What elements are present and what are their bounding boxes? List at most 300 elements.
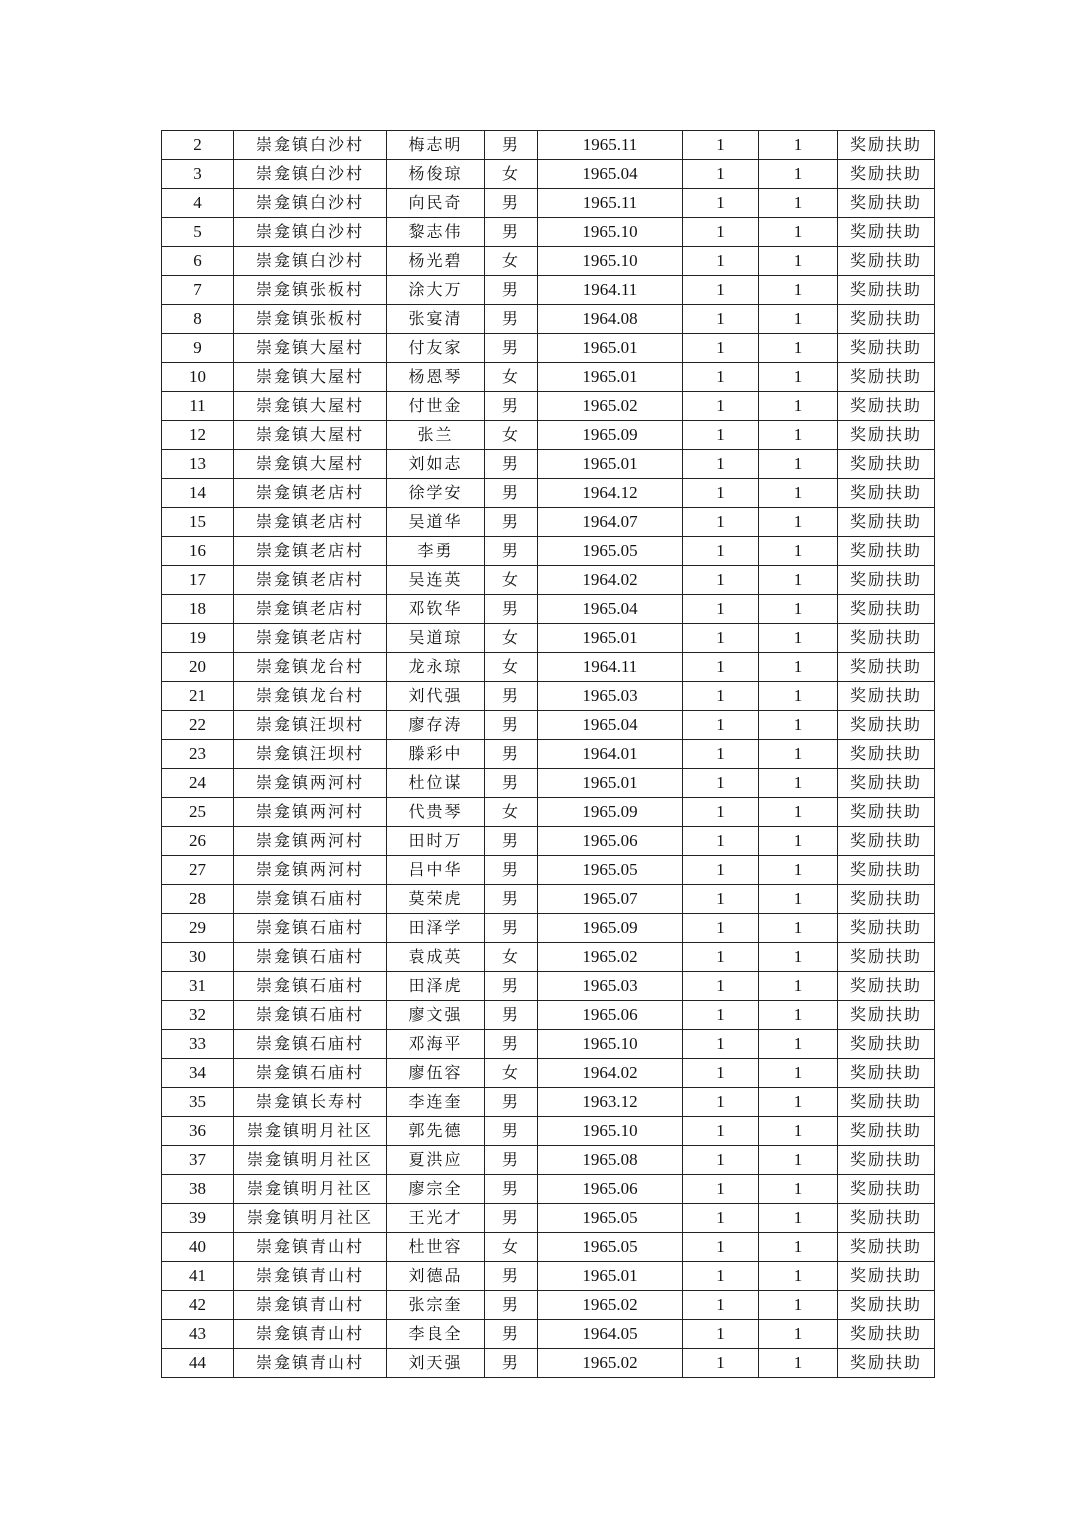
gender-cell: 女 bbox=[485, 160, 538, 189]
count-cell-a: 1 bbox=[683, 798, 759, 827]
support-type-cell: 奖励扶助 bbox=[838, 769, 935, 798]
row-number: 13 bbox=[162, 450, 234, 479]
name-cell: 付世金 bbox=[387, 392, 485, 421]
name-cell: 杜位谋 bbox=[387, 769, 485, 798]
table-row bbox=[162, 1059, 935, 1088]
count-cell-a: 1 bbox=[683, 363, 759, 392]
name-cell: 袁成英 bbox=[387, 943, 485, 972]
name-cell: 邓钦华 bbox=[387, 595, 485, 624]
village-cell: 崇龛镇汪坝村 bbox=[234, 740, 387, 769]
birth-date-cell: 1965.10 bbox=[538, 247, 683, 276]
table-row bbox=[162, 160, 935, 189]
village-cell: 崇龛镇两河村 bbox=[234, 856, 387, 885]
count-cell-a: 1 bbox=[683, 1349, 759, 1378]
count-cell-b: 1 bbox=[759, 1262, 838, 1291]
village-cell: 崇龛镇龙台村 bbox=[234, 653, 387, 682]
village-cell: 崇龛镇两河村 bbox=[234, 798, 387, 827]
name-cell: 刘天强 bbox=[387, 1349, 485, 1378]
gender-cell: 男 bbox=[485, 479, 538, 508]
birth-date-cell: 1965.01 bbox=[538, 769, 683, 798]
birth-date-cell: 1965.01 bbox=[538, 450, 683, 479]
village-cell: 崇龛镇白沙村 bbox=[234, 160, 387, 189]
gender-cell: 男 bbox=[485, 827, 538, 856]
support-type-cell: 奖励扶助 bbox=[838, 1001, 935, 1030]
row-number: 29 bbox=[162, 914, 234, 943]
table-row bbox=[162, 914, 935, 943]
table-row bbox=[162, 1320, 935, 1349]
table-row bbox=[162, 479, 935, 508]
birth-date-cell: 1965.08 bbox=[538, 1146, 683, 1175]
gender-cell: 男 bbox=[485, 334, 538, 363]
count-cell-b: 1 bbox=[759, 856, 838, 885]
count-cell-b: 1 bbox=[759, 189, 838, 218]
village-cell: 崇龛镇青山村 bbox=[234, 1291, 387, 1320]
table-row bbox=[162, 334, 935, 363]
count-cell-a: 1 bbox=[683, 1001, 759, 1030]
count-cell-a: 1 bbox=[683, 1146, 759, 1175]
gender-cell: 女 bbox=[485, 363, 538, 392]
birth-date-cell: 1965.06 bbox=[538, 1175, 683, 1204]
village-cell: 崇龛镇青山村 bbox=[234, 1233, 387, 1262]
count-cell-b: 1 bbox=[759, 740, 838, 769]
village-cell: 崇龛镇龙台村 bbox=[234, 682, 387, 711]
count-cell-b: 1 bbox=[759, 392, 838, 421]
row-number: 14 bbox=[162, 479, 234, 508]
row-number: 2 bbox=[162, 131, 234, 160]
village-cell: 崇龛镇明月社区 bbox=[234, 1146, 387, 1175]
support-type-cell: 奖励扶助 bbox=[838, 218, 935, 247]
table-row bbox=[162, 769, 935, 798]
count-cell-b: 1 bbox=[759, 537, 838, 566]
support-type-cell: 奖励扶助 bbox=[838, 624, 935, 653]
count-cell-a: 1 bbox=[683, 479, 759, 508]
birth-date-cell: 1965.11 bbox=[538, 189, 683, 218]
row-number: 41 bbox=[162, 1262, 234, 1291]
support-type-cell: 奖励扶助 bbox=[838, 827, 935, 856]
birth-date-cell: 1965.06 bbox=[538, 1001, 683, 1030]
table-row bbox=[162, 1349, 935, 1378]
table-row bbox=[162, 276, 935, 305]
support-type-cell: 奖励扶助 bbox=[838, 1233, 935, 1262]
row-number: 22 bbox=[162, 711, 234, 740]
support-type-cell: 奖励扶助 bbox=[838, 1117, 935, 1146]
row-number: 44 bbox=[162, 1349, 234, 1378]
name-cell: 吴连英 bbox=[387, 566, 485, 595]
row-number: 20 bbox=[162, 653, 234, 682]
gender-cell: 男 bbox=[485, 885, 538, 914]
support-type-cell: 奖励扶助 bbox=[838, 1175, 935, 1204]
birth-date-cell: 1965.09 bbox=[538, 798, 683, 827]
gender-cell: 男 bbox=[485, 1117, 538, 1146]
village-cell: 崇龛镇两河村 bbox=[234, 769, 387, 798]
count-cell-a: 1 bbox=[683, 218, 759, 247]
count-cell-b: 1 bbox=[759, 1117, 838, 1146]
count-cell-b: 1 bbox=[759, 479, 838, 508]
birth-date-cell: 1965.05 bbox=[538, 537, 683, 566]
count-cell-a: 1 bbox=[683, 1291, 759, 1320]
table-row bbox=[162, 1262, 935, 1291]
village-cell: 崇龛镇石庙村 bbox=[234, 972, 387, 1001]
name-cell: 吴道华 bbox=[387, 508, 485, 537]
count-cell-a: 1 bbox=[683, 885, 759, 914]
support-type-cell: 奖励扶助 bbox=[838, 421, 935, 450]
count-cell-a: 1 bbox=[683, 421, 759, 450]
table-body bbox=[162, 131, 935, 1378]
count-cell-a: 1 bbox=[683, 160, 759, 189]
table-row bbox=[162, 1088, 935, 1117]
birth-date-cell: 1965.02 bbox=[538, 943, 683, 972]
village-cell: 崇龛镇石庙村 bbox=[234, 914, 387, 943]
count-cell-a: 1 bbox=[683, 566, 759, 595]
gender-cell: 男 bbox=[485, 856, 538, 885]
count-cell-a: 1 bbox=[683, 1088, 759, 1117]
name-cell: 郭先德 bbox=[387, 1117, 485, 1146]
row-number: 27 bbox=[162, 856, 234, 885]
row-number: 24 bbox=[162, 769, 234, 798]
count-cell-a: 1 bbox=[683, 1059, 759, 1088]
name-cell: 邓海平 bbox=[387, 1030, 485, 1059]
name-cell: 张兰 bbox=[387, 421, 485, 450]
gender-cell: 女 bbox=[485, 247, 538, 276]
name-cell: 涂大万 bbox=[387, 276, 485, 305]
count-cell-a: 1 bbox=[683, 827, 759, 856]
count-cell-b: 1 bbox=[759, 160, 838, 189]
count-cell-a: 1 bbox=[683, 1262, 759, 1291]
birth-date-cell: 1965.01 bbox=[538, 334, 683, 363]
table-row bbox=[162, 624, 935, 653]
count-cell-b: 1 bbox=[759, 798, 838, 827]
support-type-cell: 奖励扶助 bbox=[838, 885, 935, 914]
count-cell-a: 1 bbox=[683, 856, 759, 885]
village-cell: 崇龛镇石庙村 bbox=[234, 1030, 387, 1059]
name-cell: 刘如志 bbox=[387, 450, 485, 479]
village-cell: 崇龛镇大屋村 bbox=[234, 392, 387, 421]
support-type-cell: 奖励扶助 bbox=[838, 1262, 935, 1291]
birth-date-cell: 1965.02 bbox=[538, 392, 683, 421]
name-cell: 夏洪应 bbox=[387, 1146, 485, 1175]
count-cell-a: 1 bbox=[683, 450, 759, 479]
row-number: 33 bbox=[162, 1030, 234, 1059]
gender-cell: 男 bbox=[485, 1001, 538, 1030]
count-cell-b: 1 bbox=[759, 1175, 838, 1204]
row-number: 34 bbox=[162, 1059, 234, 1088]
count-cell-a: 1 bbox=[683, 1320, 759, 1349]
row-number: 5 bbox=[162, 218, 234, 247]
count-cell-b: 1 bbox=[759, 1320, 838, 1349]
village-cell: 崇龛镇老店村 bbox=[234, 479, 387, 508]
name-cell: 吕中华 bbox=[387, 856, 485, 885]
village-cell: 崇龛镇老店村 bbox=[234, 566, 387, 595]
table-row bbox=[162, 1146, 935, 1175]
count-cell-b: 1 bbox=[759, 769, 838, 798]
table-row bbox=[162, 595, 935, 624]
birth-date-cell: 1965.11 bbox=[538, 131, 683, 160]
count-cell-a: 1 bbox=[683, 1233, 759, 1262]
support-type-cell: 奖励扶助 bbox=[838, 276, 935, 305]
name-cell: 张宴清 bbox=[387, 305, 485, 334]
gender-cell: 男 bbox=[485, 392, 538, 421]
gender-cell: 女 bbox=[485, 421, 538, 450]
count-cell-b: 1 bbox=[759, 1349, 838, 1378]
gender-cell: 男 bbox=[485, 218, 538, 247]
gender-cell: 男 bbox=[485, 276, 538, 305]
birth-date-cell: 1965.04 bbox=[538, 711, 683, 740]
birth-date-cell: 1964.07 bbox=[538, 508, 683, 537]
count-cell-b: 1 bbox=[759, 421, 838, 450]
count-cell-a: 1 bbox=[683, 914, 759, 943]
support-type-cell: 奖励扶助 bbox=[838, 798, 935, 827]
table-row bbox=[162, 537, 935, 566]
table-row bbox=[162, 682, 935, 711]
row-number: 37 bbox=[162, 1146, 234, 1175]
gender-cell: 男 bbox=[485, 537, 538, 566]
support-type-cell: 奖励扶助 bbox=[838, 189, 935, 218]
row-number: 32 bbox=[162, 1001, 234, 1030]
table-row bbox=[162, 798, 935, 827]
support-type-cell: 奖励扶助 bbox=[838, 1320, 935, 1349]
name-cell: 廖伍容 bbox=[387, 1059, 485, 1088]
birth-date-cell: 1965.01 bbox=[538, 624, 683, 653]
gender-cell: 男 bbox=[485, 769, 538, 798]
village-cell: 崇龛镇青山村 bbox=[234, 1320, 387, 1349]
table-row bbox=[162, 363, 935, 392]
support-type-cell: 奖励扶助 bbox=[838, 856, 935, 885]
name-cell: 田泽虎 bbox=[387, 972, 485, 1001]
count-cell-b: 1 bbox=[759, 1204, 838, 1233]
support-type-cell: 奖励扶助 bbox=[838, 740, 935, 769]
gender-cell: 男 bbox=[485, 914, 538, 943]
table-row bbox=[162, 943, 935, 972]
row-number: 16 bbox=[162, 537, 234, 566]
count-cell-b: 1 bbox=[759, 566, 838, 595]
gender-cell: 男 bbox=[485, 305, 538, 334]
support-type-cell: 奖励扶助 bbox=[838, 1204, 935, 1233]
gender-cell: 男 bbox=[485, 508, 538, 537]
birth-date-cell: 1965.10 bbox=[538, 1117, 683, 1146]
count-cell-a: 1 bbox=[683, 247, 759, 276]
count-cell-a: 1 bbox=[683, 972, 759, 1001]
birth-date-cell: 1965.05 bbox=[538, 1204, 683, 1233]
name-cell: 廖宗全 bbox=[387, 1175, 485, 1204]
table-row bbox=[162, 740, 935, 769]
village-cell: 崇龛镇大屋村 bbox=[234, 363, 387, 392]
row-number: 39 bbox=[162, 1204, 234, 1233]
count-cell-a: 1 bbox=[683, 711, 759, 740]
village-cell: 崇龛镇白沙村 bbox=[234, 131, 387, 160]
name-cell: 刘德品 bbox=[387, 1262, 485, 1291]
count-cell-b: 1 bbox=[759, 305, 838, 334]
birth-date-cell: 1964.11 bbox=[538, 276, 683, 305]
support-type-cell: 奖励扶助 bbox=[838, 653, 935, 682]
row-number: 26 bbox=[162, 827, 234, 856]
count-cell-b: 1 bbox=[759, 972, 838, 1001]
birth-date-cell: 1965.04 bbox=[538, 595, 683, 624]
row-number: 23 bbox=[162, 740, 234, 769]
count-cell-b: 1 bbox=[759, 450, 838, 479]
count-cell-a: 1 bbox=[683, 392, 759, 421]
count-cell-a: 1 bbox=[683, 508, 759, 537]
support-type-cell: 奖励扶助 bbox=[838, 1146, 935, 1175]
table-row bbox=[162, 972, 935, 1001]
birth-date-cell: 1965.09 bbox=[538, 421, 683, 450]
table-row bbox=[162, 508, 935, 537]
count-cell-b: 1 bbox=[759, 247, 838, 276]
name-cell: 廖文强 bbox=[387, 1001, 485, 1030]
row-number: 40 bbox=[162, 1233, 234, 1262]
village-cell: 崇龛镇白沙村 bbox=[234, 189, 387, 218]
count-cell-b: 1 bbox=[759, 682, 838, 711]
support-type-cell: 奖励扶助 bbox=[838, 1088, 935, 1117]
birth-date-cell: 1965.09 bbox=[538, 914, 683, 943]
table-row bbox=[162, 885, 935, 914]
village-cell: 崇龛镇老店村 bbox=[234, 624, 387, 653]
row-number: 18 bbox=[162, 595, 234, 624]
support-type-cell: 奖励扶助 bbox=[838, 450, 935, 479]
village-cell: 崇龛镇张板村 bbox=[234, 305, 387, 334]
table-row bbox=[162, 450, 935, 479]
support-type-cell: 奖励扶助 bbox=[838, 160, 935, 189]
support-type-cell: 奖励扶助 bbox=[838, 537, 935, 566]
count-cell-a: 1 bbox=[683, 1204, 759, 1233]
village-cell: 崇龛镇石庙村 bbox=[234, 943, 387, 972]
birth-date-cell: 1965.10 bbox=[538, 1030, 683, 1059]
table-row bbox=[162, 1233, 935, 1262]
support-type-cell: 奖励扶助 bbox=[838, 566, 935, 595]
table-row bbox=[162, 218, 935, 247]
row-number: 7 bbox=[162, 276, 234, 305]
count-cell-a: 1 bbox=[683, 769, 759, 798]
table-row bbox=[162, 1175, 935, 1204]
name-cell: 田泽学 bbox=[387, 914, 485, 943]
gender-cell: 女 bbox=[485, 943, 538, 972]
count-cell-b: 1 bbox=[759, 624, 838, 653]
count-cell-a: 1 bbox=[683, 1117, 759, 1146]
village-cell: 崇龛镇大屋村 bbox=[234, 334, 387, 363]
birth-date-cell: 1964.02 bbox=[538, 1059, 683, 1088]
count-cell-b: 1 bbox=[759, 1001, 838, 1030]
table-row bbox=[162, 1204, 935, 1233]
village-cell: 崇龛镇明月社区 bbox=[234, 1117, 387, 1146]
village-cell: 崇龛镇长寿村 bbox=[234, 1088, 387, 1117]
birth-date-cell: 1965.02 bbox=[538, 1349, 683, 1378]
gender-cell: 男 bbox=[485, 189, 538, 218]
gender-cell: 男 bbox=[485, 1349, 538, 1378]
birth-date-cell: 1964.05 bbox=[538, 1320, 683, 1349]
count-cell-a: 1 bbox=[683, 740, 759, 769]
table-row bbox=[162, 1117, 935, 1146]
table-row bbox=[162, 566, 935, 595]
gender-cell: 女 bbox=[485, 624, 538, 653]
table-row bbox=[162, 305, 935, 334]
row-number: 12 bbox=[162, 421, 234, 450]
row-number: 21 bbox=[162, 682, 234, 711]
count-cell-b: 1 bbox=[759, 1146, 838, 1175]
birth-date-cell: 1965.03 bbox=[538, 972, 683, 1001]
gender-cell: 男 bbox=[485, 972, 538, 1001]
name-cell: 滕彩中 bbox=[387, 740, 485, 769]
birth-date-cell: 1965.07 bbox=[538, 885, 683, 914]
gender-cell: 男 bbox=[485, 682, 538, 711]
count-cell-b: 1 bbox=[759, 334, 838, 363]
count-cell-a: 1 bbox=[683, 276, 759, 305]
support-type-cell: 奖励扶助 bbox=[838, 943, 935, 972]
count-cell-a: 1 bbox=[683, 305, 759, 334]
count-cell-a: 1 bbox=[683, 189, 759, 218]
row-number: 8 bbox=[162, 305, 234, 334]
birth-date-cell: 1965.10 bbox=[538, 218, 683, 247]
name-cell: 李勇 bbox=[387, 537, 485, 566]
name-cell: 代贵琴 bbox=[387, 798, 485, 827]
birth-date-cell: 1965.06 bbox=[538, 827, 683, 856]
support-type-cell: 奖励扶助 bbox=[838, 711, 935, 740]
birth-date-cell: 1964.11 bbox=[538, 653, 683, 682]
gender-cell: 女 bbox=[485, 566, 538, 595]
row-number: 17 bbox=[162, 566, 234, 595]
gender-cell: 男 bbox=[485, 1175, 538, 1204]
village-cell: 崇龛镇石庙村 bbox=[234, 1001, 387, 1030]
table-row bbox=[162, 711, 935, 740]
support-type-cell: 奖励扶助 bbox=[838, 508, 935, 537]
row-number: 35 bbox=[162, 1088, 234, 1117]
village-cell: 崇龛镇两河村 bbox=[234, 827, 387, 856]
count-cell-b: 1 bbox=[759, 711, 838, 740]
village-cell: 崇龛镇白沙村 bbox=[234, 218, 387, 247]
count-cell-a: 1 bbox=[683, 653, 759, 682]
name-cell: 黎志伟 bbox=[387, 218, 485, 247]
birth-date-cell: 1965.05 bbox=[538, 1233, 683, 1262]
count-cell-b: 1 bbox=[759, 595, 838, 624]
birth-date-cell: 1965.04 bbox=[538, 160, 683, 189]
birth-date-cell: 1965.02 bbox=[538, 1291, 683, 1320]
row-number: 9 bbox=[162, 334, 234, 363]
support-type-cell: 奖励扶助 bbox=[838, 914, 935, 943]
village-cell: 崇龛镇明月社区 bbox=[234, 1204, 387, 1233]
birth-date-cell: 1964.01 bbox=[538, 740, 683, 769]
village-cell: 崇龛镇石庙村 bbox=[234, 1059, 387, 1088]
count-cell-b: 1 bbox=[759, 218, 838, 247]
gender-cell: 男 bbox=[485, 711, 538, 740]
village-cell: 崇龛镇老店村 bbox=[234, 508, 387, 537]
table-row bbox=[162, 856, 935, 885]
name-cell: 刘代强 bbox=[387, 682, 485, 711]
count-cell-a: 1 bbox=[683, 682, 759, 711]
count-cell-b: 1 bbox=[759, 363, 838, 392]
name-cell: 徐学安 bbox=[387, 479, 485, 508]
count-cell-b: 1 bbox=[759, 827, 838, 856]
row-number: 42 bbox=[162, 1291, 234, 1320]
beneficiary-table bbox=[161, 130, 935, 1378]
support-type-cell: 奖励扶助 bbox=[838, 682, 935, 711]
row-number: 11 bbox=[162, 392, 234, 421]
count-cell-b: 1 bbox=[759, 1291, 838, 1320]
row-number: 36 bbox=[162, 1117, 234, 1146]
village-cell: 崇龛镇大屋村 bbox=[234, 450, 387, 479]
name-cell: 杨光碧 bbox=[387, 247, 485, 276]
count-cell-a: 1 bbox=[683, 131, 759, 160]
village-cell: 崇龛镇老店村 bbox=[234, 595, 387, 624]
row-number: 4 bbox=[162, 189, 234, 218]
support-type-cell: 奖励扶助 bbox=[838, 392, 935, 421]
count-cell-a: 1 bbox=[683, 943, 759, 972]
birth-date-cell: 1964.02 bbox=[538, 566, 683, 595]
count-cell-b: 1 bbox=[759, 943, 838, 972]
row-number: 30 bbox=[162, 943, 234, 972]
name-cell: 杜世容 bbox=[387, 1233, 485, 1262]
support-type-cell: 奖励扶助 bbox=[838, 131, 935, 160]
count-cell-a: 1 bbox=[683, 595, 759, 624]
support-type-cell: 奖励扶助 bbox=[838, 1291, 935, 1320]
count-cell-b: 1 bbox=[759, 508, 838, 537]
